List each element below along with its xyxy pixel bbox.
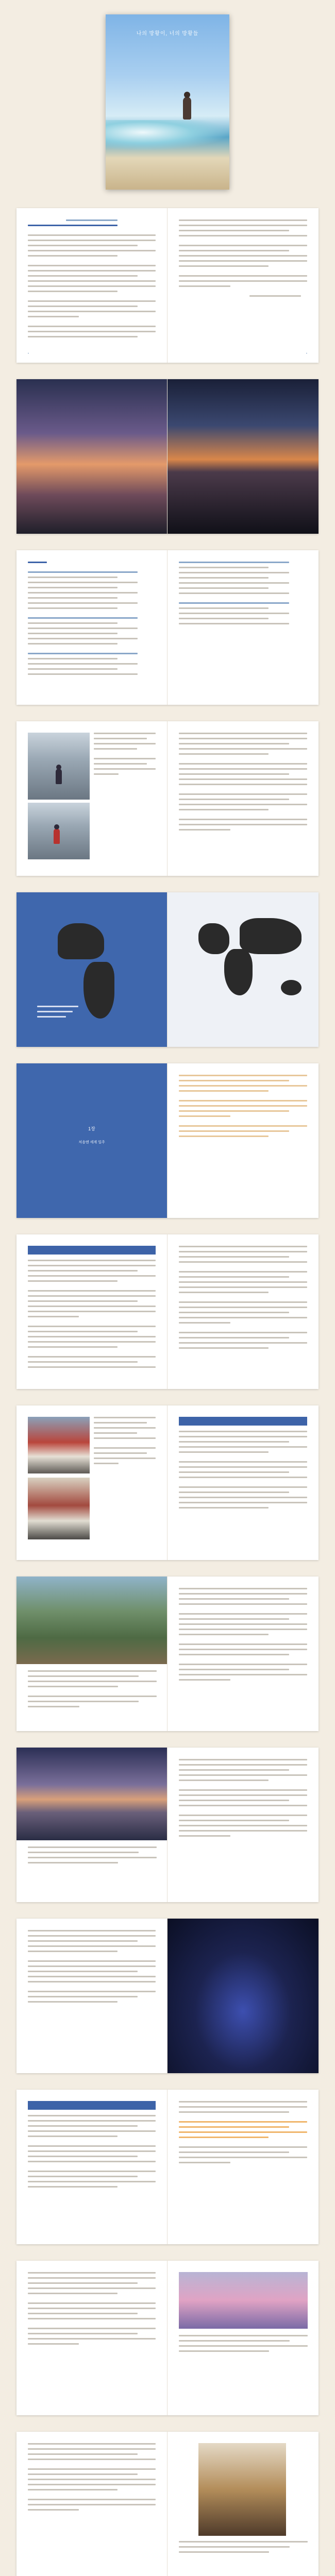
page-left xyxy=(16,379,167,534)
page-right xyxy=(167,1405,319,1560)
page-right xyxy=(167,892,319,1047)
spread-11 xyxy=(16,1919,319,2073)
spread-5 xyxy=(16,892,319,1047)
spread-10 xyxy=(16,1748,319,1902)
page-left xyxy=(16,1405,167,1560)
page-right xyxy=(167,1234,319,1389)
spread-12 xyxy=(16,2090,319,2244)
page-right xyxy=(167,721,319,876)
page-footer: • xyxy=(306,352,307,355)
cover-wave-image xyxy=(106,120,229,151)
spread-1 xyxy=(16,208,319,363)
group-photo-2 xyxy=(28,1478,90,1539)
book-cover xyxy=(106,14,229,190)
page-footer: • xyxy=(28,352,29,355)
chapter-title: 처음엔 세계 일주 xyxy=(78,1141,105,1144)
spread-14 xyxy=(16,2432,319,2576)
night-lake-photo xyxy=(167,1919,319,2073)
page-left xyxy=(16,1234,167,1389)
section-heading-bar xyxy=(28,1246,156,1255)
section-heading-bar xyxy=(28,2101,156,2110)
page-left xyxy=(16,2432,167,2576)
spread-6 xyxy=(16,1063,319,1218)
airport-photo-1 xyxy=(28,733,90,800)
spread-8 xyxy=(16,1405,319,1560)
night-bridge-photo xyxy=(167,379,319,534)
page-left xyxy=(16,208,167,363)
page-left xyxy=(16,2261,167,2415)
group-photo-1 xyxy=(28,1417,90,1473)
page-right xyxy=(167,1919,319,2073)
mountain-photo xyxy=(16,1577,167,1664)
page-right xyxy=(167,208,319,363)
spread-3 xyxy=(16,550,319,705)
chapter-number: 1장 xyxy=(88,1126,95,1131)
page-right xyxy=(167,2432,319,2576)
cover-person-image xyxy=(183,97,191,120)
page-left xyxy=(16,550,167,705)
page-left xyxy=(16,1748,167,1902)
page-right xyxy=(167,1748,319,1902)
portrait-photo xyxy=(198,2443,286,2536)
spread-13 xyxy=(16,2261,319,2415)
section-heading-bar xyxy=(179,1417,307,1426)
page-left xyxy=(16,1577,167,1731)
dusk-photo xyxy=(16,1748,167,1840)
crowd-photo xyxy=(179,2272,308,2329)
page-right xyxy=(167,2261,319,2415)
spread-4 xyxy=(16,721,319,876)
spread-9 xyxy=(16,1577,319,1731)
page-left xyxy=(16,892,167,1047)
page-right xyxy=(167,2090,319,2244)
page-right xyxy=(167,379,319,534)
page-left xyxy=(16,1919,167,2073)
page-right xyxy=(167,550,319,705)
page-right xyxy=(167,1577,319,1731)
airport-photo-2 xyxy=(28,803,90,859)
page-left xyxy=(16,1063,167,1218)
spread-7 xyxy=(16,1234,319,1389)
sunset-photo xyxy=(16,379,167,534)
spread-2 xyxy=(16,379,319,534)
page-left xyxy=(16,2090,167,2244)
page-right xyxy=(167,1063,319,1218)
page-left xyxy=(16,721,167,876)
cover-title: 나의 방황이, 너의 방황들 xyxy=(136,31,199,37)
